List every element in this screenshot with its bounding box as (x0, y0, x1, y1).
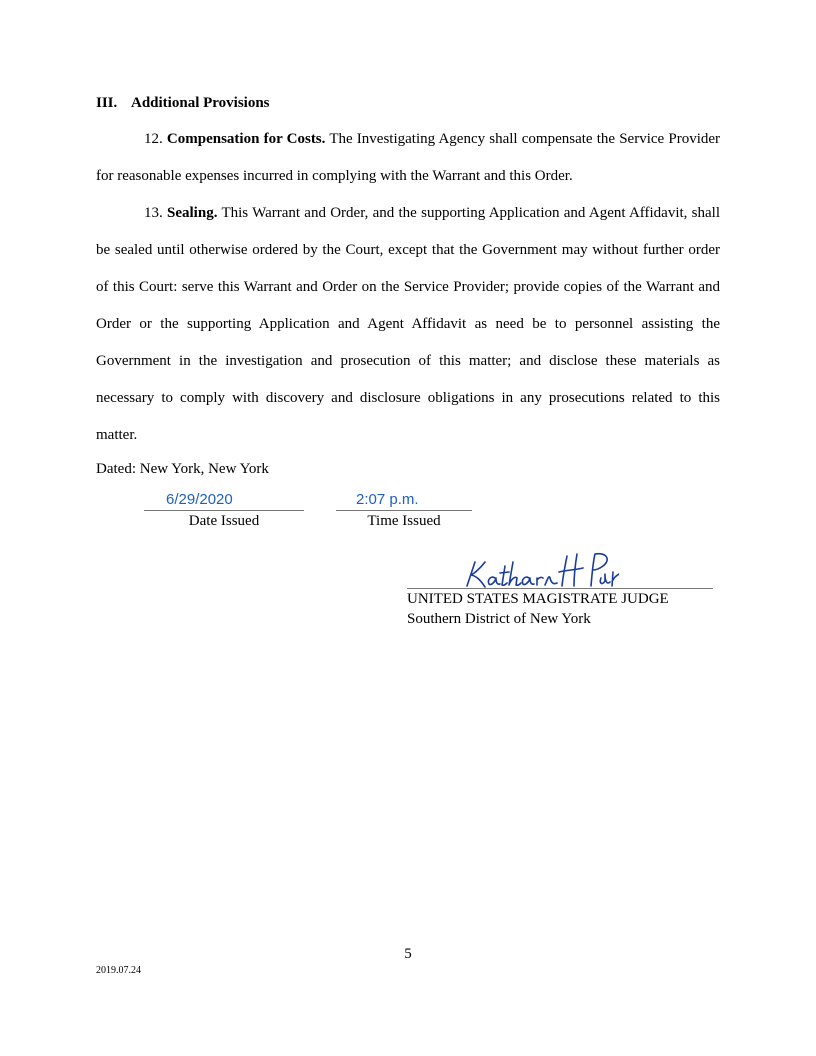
date-issued-rule (144, 510, 304, 511)
date-issued-value: 6/29/2020 (166, 491, 233, 508)
time-issued-caption: Time Issued (367, 513, 441, 529)
time-issued-value: 2:07 p.m. (356, 491, 419, 508)
section-title: Additional Provisions (131, 95, 270, 111)
dated-line: Dated: New York, New York (96, 461, 269, 477)
date-issued-field (144, 490, 304, 530)
paragraph-title: Sealing. (167, 205, 218, 221)
paragraph-13 (96, 195, 720, 454)
time-issued-rule (336, 510, 472, 511)
time-issued-field (336, 490, 472, 530)
date-issued-caption: Date Issued (188, 513, 260, 529)
signer-district: Southern District of New York (407, 611, 591, 627)
paragraph-number: 12. (144, 131, 163, 147)
signature-block (407, 548, 713, 629)
footer-code: 2019.07.24 (96, 965, 141, 976)
signer-title: UNITED STATES MAGISTRATE JUDGE (407, 591, 669, 607)
section-heading (96, 95, 270, 112)
paragraph-text: This Warrant and Order, and the supporting Application and Agent Affidavit, shall be sealed until otherwise ordered by the Court, except that the Government may without further order of this Court: serve this Warrant and Order on the Service Provider; provide copies of the Warrant and Order or the supporting Application and Agent Affidavit as need be to personnel assisting the Government in the investigation and prosecution of this matter; and disclose these materials as necessary to comply with discovery and disclosure obligations in any prosecutions related to this matter. (96, 205, 721, 443)
paragraph-title: Compensation for Costs. (166, 131, 326, 147)
section-number: III. (96, 95, 118, 111)
handwritten-signature (459, 548, 619, 590)
paragraph-12 (96, 121, 720, 195)
paragraph-text: The Investigating Agency shall compensate the Service Provider for reasonable expenses incurred in complying with the Warrant and this Order. (96, 131, 721, 184)
paragraph-number: 13. (144, 205, 163, 221)
page-number: 5 (404, 946, 412, 962)
